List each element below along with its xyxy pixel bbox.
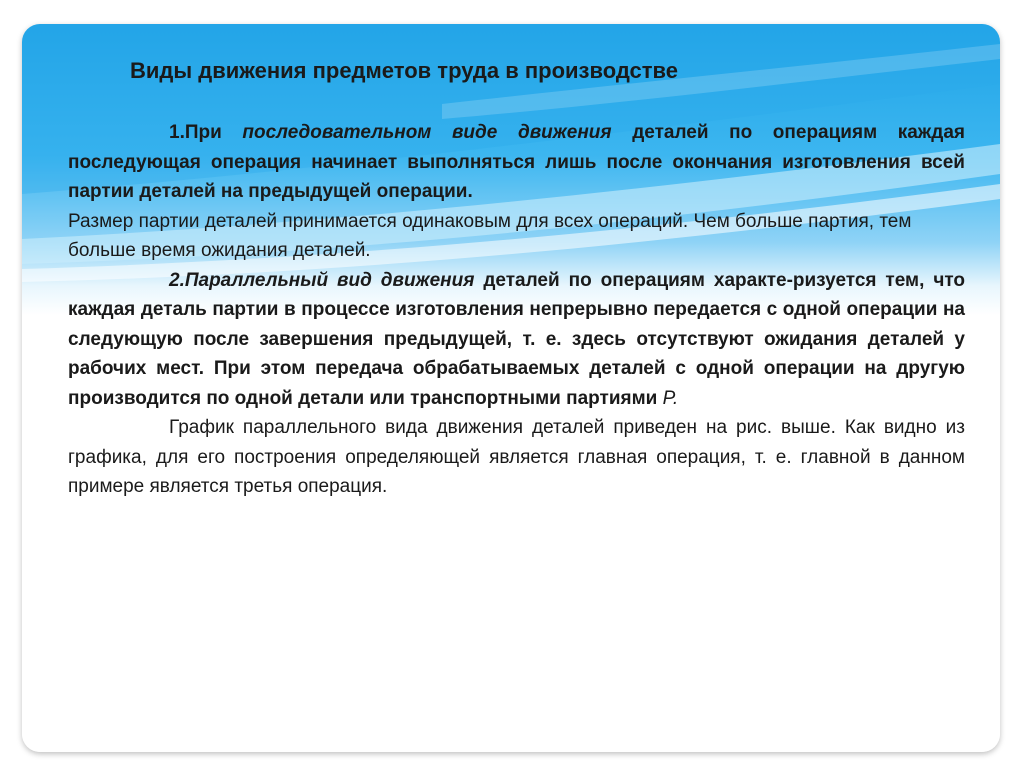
- paragraph-tail: P.: [657, 387, 679, 409]
- slide-body: [68, 118, 965, 502]
- emphasis-sequential: последовательном виде движения: [242, 122, 612, 143]
- paragraph-parallel: [68, 266, 965, 414]
- paragraph-sequential: [68, 118, 965, 207]
- paragraph-text: деталей по операциям каждая последующая операция начинает выполняться лишь после окончания изготовления всей партии деталей на предыдущей операции.: [68, 122, 965, 202]
- paragraph-chart-note: График параллельного вида движения деталей приведен на рис. выше. Как видно из графика, для его построения определяющей является главная операция, т. е. главной в данном примере является третья операция.: [68, 417, 965, 497]
- slide-title: Виды движения предметов труда в производстве: [130, 58, 679, 83]
- emphasis-parallel: 2.Параллельный вид движения: [169, 269, 475, 291]
- paragraph-text: деталей по операциям характе-ризуется тем, что каждая деталь партии в процессе изготовления непрерывно передается с одной операции на следующую после завершения предыдущей, т. е. здесь отсутствуют ожидания деталей у рабочих мест. При этом передача обрабатываемых деталей с одной операции на другую производится по одной детали или транспортными партиями: [68, 269, 966, 409]
- paragraph-batch-size: Размер партии деталей принимается одинаковым для всех операций. Чем больше партия, тем больше время ожидания деталей.: [68, 210, 912, 261]
- paragraph-number: 1.При: [169, 122, 243, 143]
